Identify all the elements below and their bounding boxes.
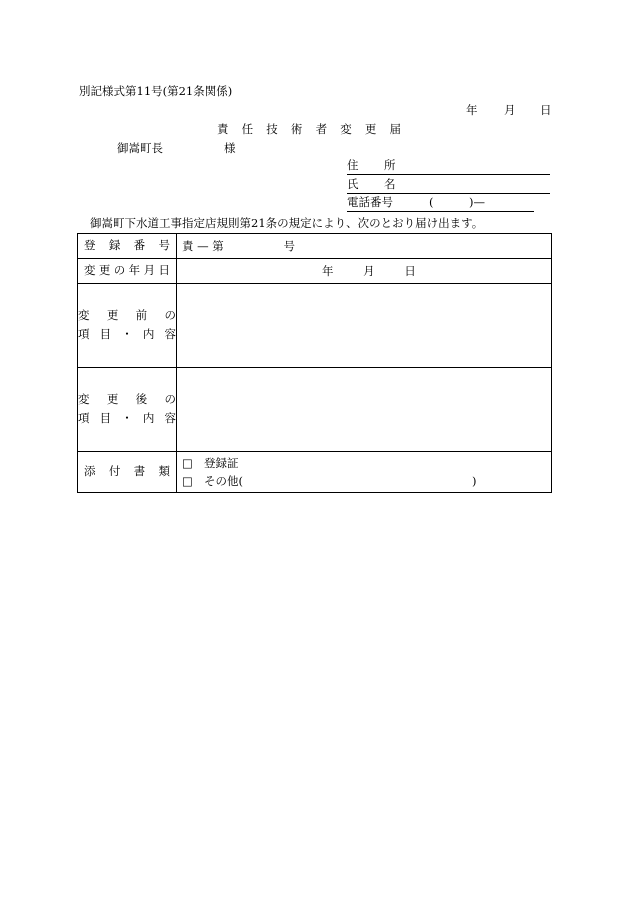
label-after-change	[78, 368, 177, 452]
label-char: 更	[106, 308, 119, 323]
title-char: 届	[389, 122, 401, 136]
label-char: の	[113, 263, 126, 278]
attachment-item-other[interactable]	[177, 472, 551, 490]
label-char: 番	[133, 238, 146, 253]
label-char: 付	[108, 464, 121, 479]
title-char: 責	[217, 122, 229, 136]
row-after-change	[78, 368, 552, 452]
label-char: 項	[78, 411, 90, 425]
phone-paren-open: (	[429, 195, 434, 209]
label-char: 変	[78, 308, 90, 323]
honorific: 様	[224, 141, 236, 155]
title-char: 変	[340, 122, 352, 136]
label-char: 更	[106, 392, 119, 407]
label-char: 目	[99, 411, 112, 425]
addressee: 御嵩町長	[117, 141, 163, 155]
phone-field[interactable]	[347, 197, 534, 212]
address-label-2: 所	[384, 158, 396, 172]
name-label-1: 氏	[347, 177, 359, 191]
attachments-field	[177, 452, 552, 493]
label-change-date	[78, 259, 177, 284]
label-char: 年	[128, 263, 141, 278]
label-char: 書	[133, 464, 146, 479]
date-month-label: 月	[504, 103, 516, 117]
label-char: 月	[143, 263, 156, 278]
label-char: 変	[84, 263, 96, 278]
row-registration-number	[78, 234, 552, 259]
label-char: の	[164, 308, 176, 323]
label-char: 号	[158, 238, 170, 253]
attachment-label: 登録証	[204, 456, 239, 470]
form-table	[77, 233, 552, 493]
label-registration-number	[78, 234, 177, 259]
attachment-label: その他(	[204, 474, 243, 488]
label-char: ・	[121, 411, 133, 425]
label-char: 内	[142, 411, 155, 425]
label-char: 更	[98, 263, 111, 278]
label-char: ・	[121, 327, 133, 341]
title-char: 術	[290, 122, 303, 136]
registration-number-field[interactable]	[177, 234, 552, 259]
change-year-label: 年	[322, 264, 334, 278]
title-char: 任	[241, 122, 254, 136]
after-change-field[interactable]	[177, 368, 552, 452]
label-char: 項	[78, 327, 90, 341]
title-char: 者	[315, 122, 328, 136]
label-char: 前	[135, 308, 148, 323]
statement-text: 御嵩町下水道工事指定店規則第21条の規定により、次のとおり届け出ます。	[90, 216, 484, 230]
label-char: 録	[108, 238, 121, 253]
row-before-change	[78, 284, 552, 368]
attachment-item-registration-cert[interactable]	[177, 454, 551, 472]
label-char: 目	[99, 327, 112, 341]
title-char: 更	[364, 122, 377, 136]
label-char: 添	[84, 464, 96, 479]
checkbox-icon[interactable]: □	[182, 456, 193, 470]
label-char: の	[164, 392, 176, 407]
phone-label: 電話番号	[347, 195, 393, 209]
reg-prefix: 責 — 第	[182, 239, 224, 253]
label-char: 後	[135, 392, 148, 407]
title-char: 技	[266, 122, 278, 136]
label-char: 類	[158, 464, 170, 479]
label-before-change	[78, 284, 177, 368]
label-char: 容	[164, 411, 176, 425]
label-char: 日	[158, 263, 170, 278]
name-label-2: 名	[384, 177, 396, 191]
row-attachments	[78, 452, 552, 493]
label-char: 変	[78, 392, 90, 407]
label-char: 容	[164, 327, 176, 341]
form-number: 別記様式第11号(第21条関係)	[79, 84, 233, 98]
reg-suffix: 号	[283, 239, 295, 253]
change-date-field[interactable]	[177, 259, 552, 284]
before-change-field[interactable]	[177, 284, 552, 368]
attachment-other-close-paren: )	[472, 474, 477, 488]
phone-paren-close: )—	[469, 195, 485, 209]
label-char: 登	[84, 238, 96, 253]
checkbox-icon[interactable]: □	[182, 474, 193, 488]
address-field[interactable]	[347, 160, 550, 175]
change-month-label: 月	[363, 264, 375, 278]
name-field[interactable]	[347, 179, 550, 194]
address-label-1: 住	[347, 158, 359, 172]
label-char: 内	[142, 327, 155, 341]
date-day-label: 日	[540, 103, 552, 117]
date-year-label: 年	[466, 103, 478, 117]
label-attachments	[78, 452, 177, 493]
form-title	[217, 124, 401, 136]
row-change-date	[78, 259, 552, 284]
change-day-label: 日	[404, 264, 416, 278]
